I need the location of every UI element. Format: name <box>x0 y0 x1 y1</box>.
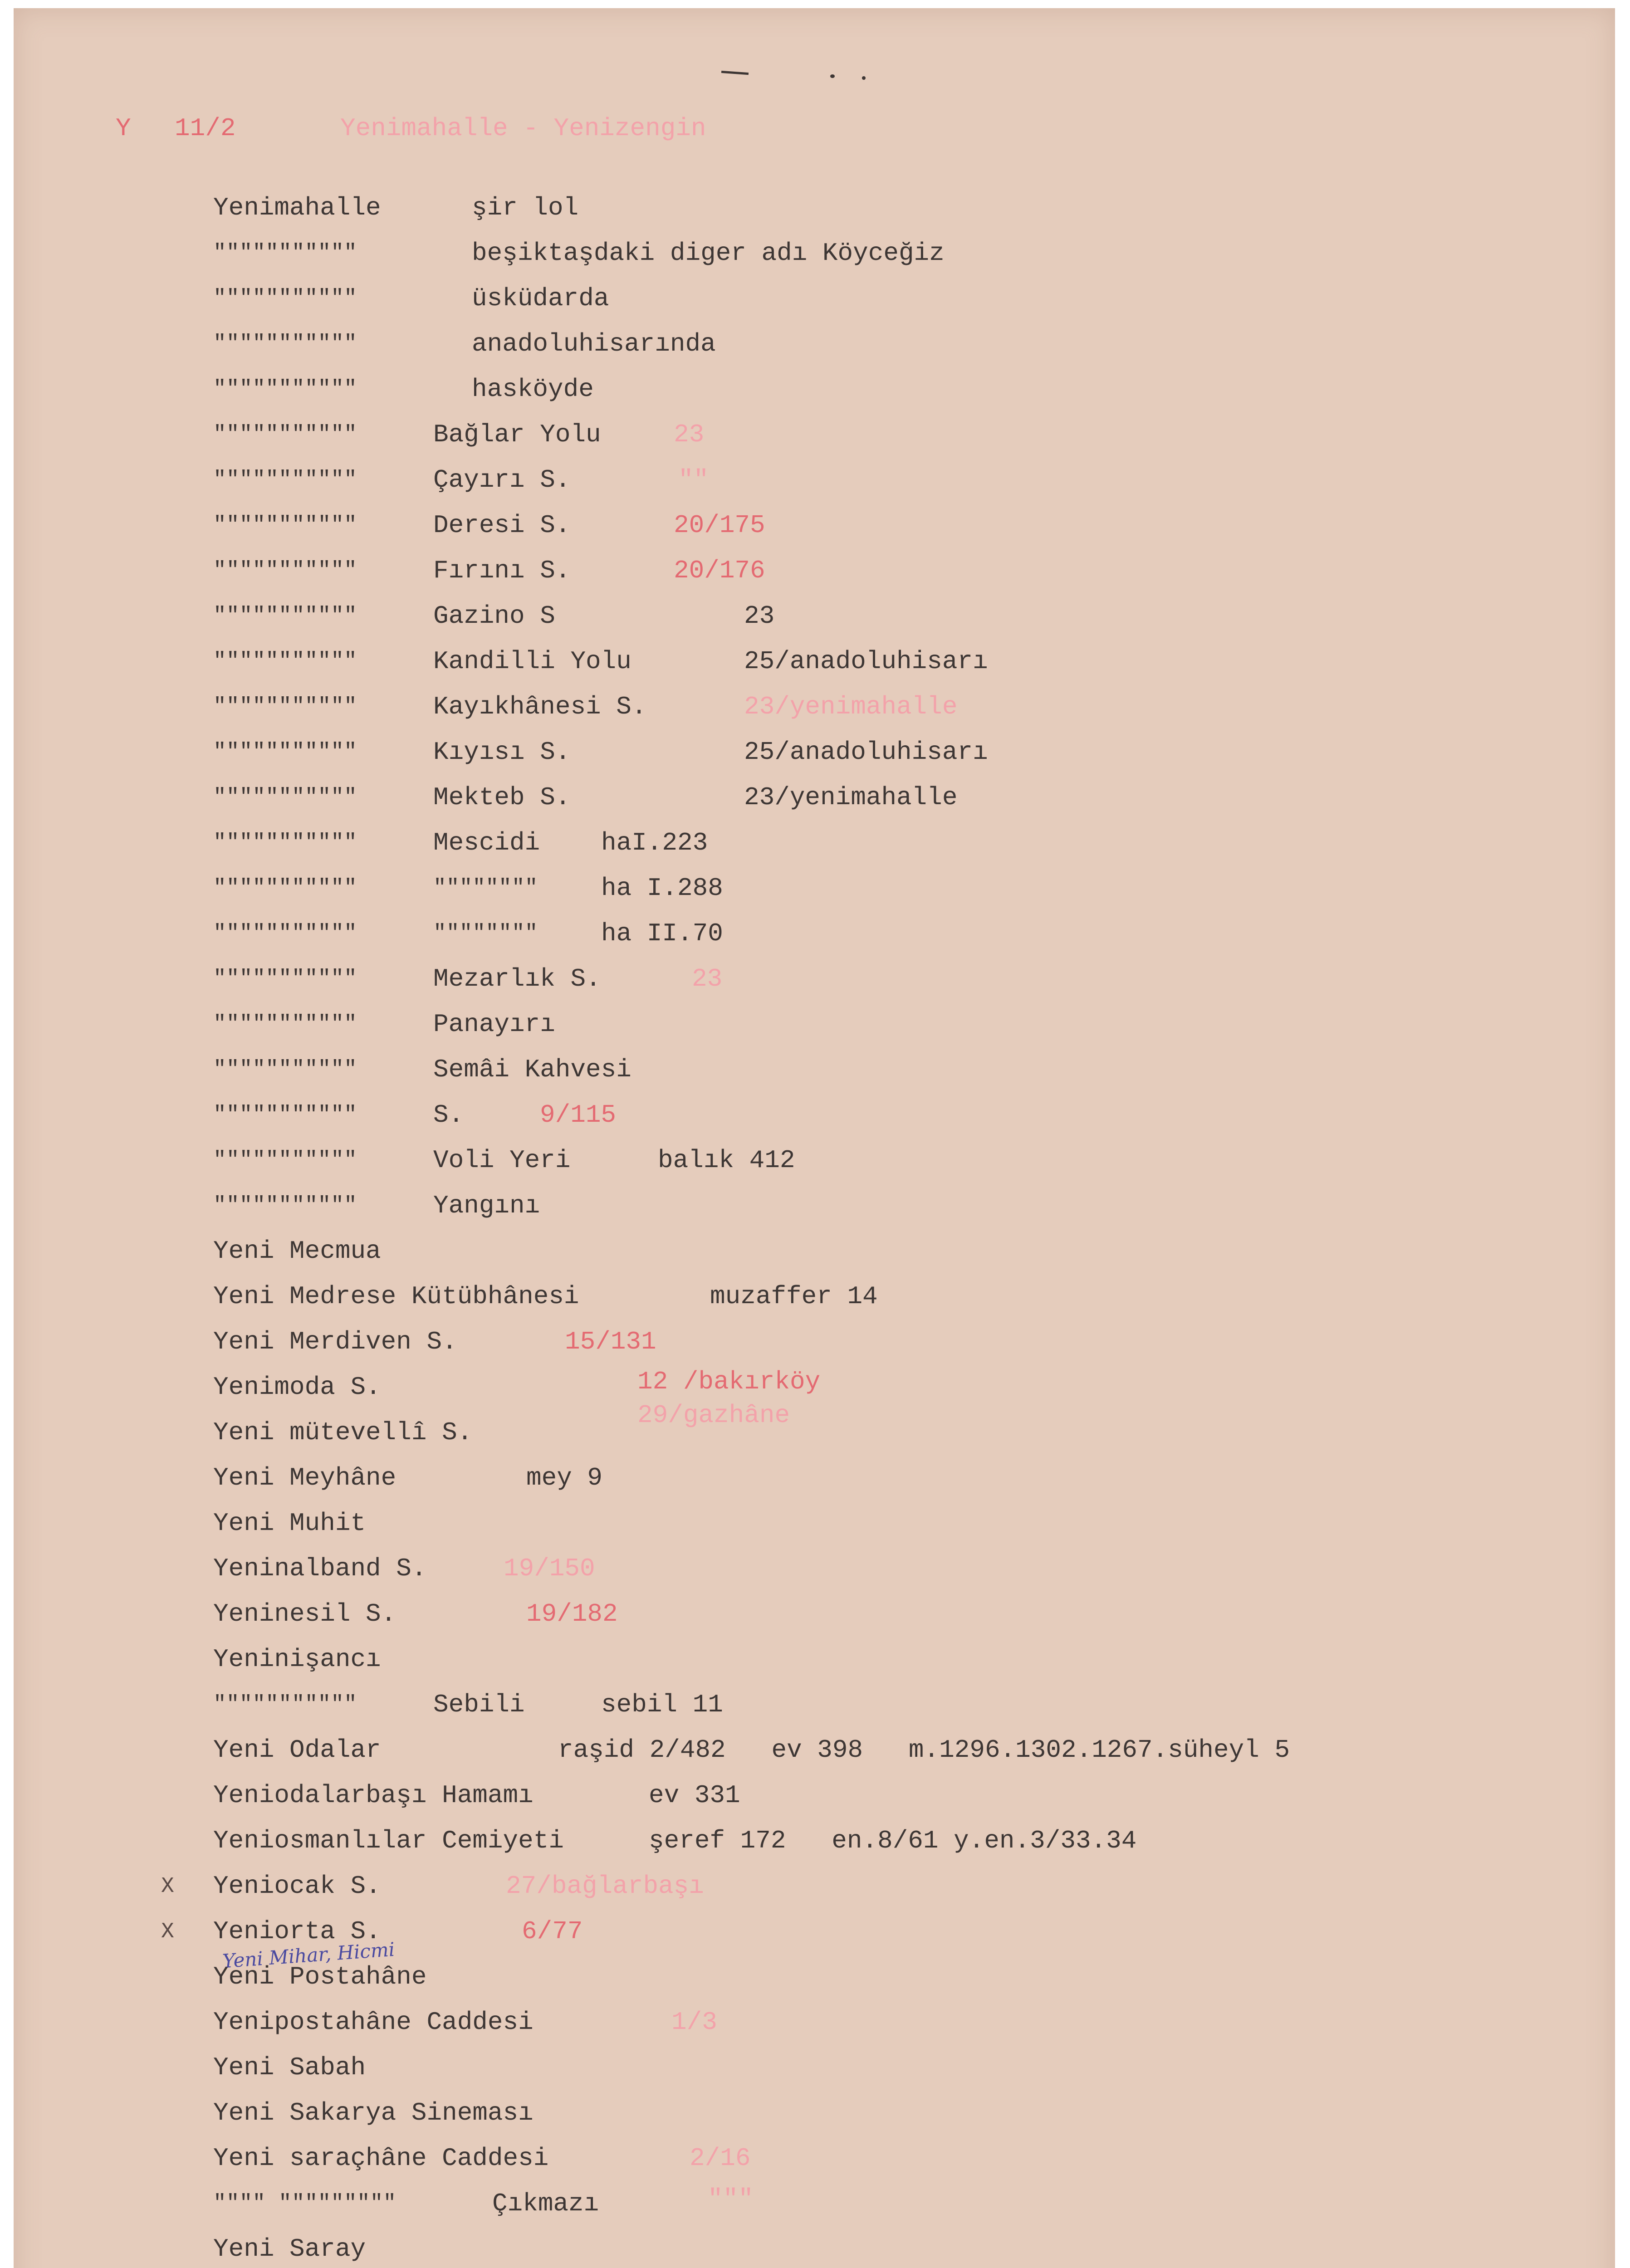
entry-14-ditto: """"""""""" <box>213 831 357 855</box>
entry-17-ref: 23 <box>692 964 723 993</box>
entry-24-name: Yeni Medrese Kütübhânesi <box>213 1282 579 1311</box>
entry-44-ref: """ <box>708 2185 754 2214</box>
entry-34-ref: raşid 2/482 ev 398 m.1296.1302.1267.süheyl 5 <box>558 1735 1290 1765</box>
entry-22-detail: Yangını <box>433 1191 540 1220</box>
entry-6-ditto: """"""""""" <box>213 468 357 492</box>
entry-35-name: Yeniodalarbaşı Hamamı <box>213 1781 534 1810</box>
entry-9-ditto: """"""""""" <box>213 604 357 628</box>
entry-18-ditto: """"""""""" <box>213 1012 357 1036</box>
entry-18-detail: Panayırı <box>433 1010 555 1039</box>
entry-10-ditto: """"""""""" <box>213 649 357 674</box>
entry-35-ref: ev 331 <box>649 1781 740 1810</box>
entry-45-name: Yeni Saray <box>213 2234 366 2263</box>
entry-21-ref: balık 412 <box>658 1146 795 1175</box>
entry-5-ref: 23 <box>674 420 705 449</box>
entry-29-name: Yeni Muhit <box>213 1509 366 1538</box>
entry-0-detail: şir lol <box>472 193 579 222</box>
entry-8-ref: 20/176 <box>674 556 765 585</box>
entry-2-ditto: """"""""""" <box>213 286 357 311</box>
entry-20-ditto: """"""""""" <box>213 1103 357 1127</box>
entry-8-detail: Fırını S. <box>433 556 571 585</box>
entry-38-name: Yeniorta S. <box>213 1917 381 1946</box>
archive-card <box>14 8 1615 2268</box>
entry-34-name: Yeni Odalar <box>213 1735 381 1765</box>
entry-32-name: Yeninişancı <box>213 1645 381 1674</box>
header-title: Yenimahalle - Yenizengin <box>340 114 706 143</box>
entry-11-ditto: """"""""""" <box>213 694 357 719</box>
entry-11-detail: Kayıkhânesi S. <box>433 692 647 721</box>
entry-7-ref: 20/175 <box>674 511 765 540</box>
entry-1-ditto: """"""""""" <box>213 241 357 265</box>
entry-9-detail: Gazino S <box>433 601 555 631</box>
entry-7-detail: Deresi S. <box>433 511 571 540</box>
entry-13-ref: 23/yenimahalle <box>744 783 958 812</box>
entry-8-ditto: """"""""""" <box>213 558 357 583</box>
entry-26-name: Yenimoda S. <box>213 1373 381 1402</box>
entry-44-ditto: """" """"""""" <box>213 2191 396 2216</box>
entry-21-detail: Voli Yeri <box>433 1146 571 1175</box>
entry-37-mark: X <box>161 1874 174 1899</box>
entry-36-ref: şeref 172 en.8/61 y.en.3/33.34 <box>649 1826 1137 1855</box>
entry-27-name: Yeni mütevellî S. <box>213 1418 473 1447</box>
entry-3-ditto: """"""""""" <box>213 332 357 356</box>
entry-38-ref: 6/77 <box>522 1917 583 1946</box>
ink-speck <box>830 74 835 78</box>
entry-41-name: Yeni Sabah <box>213 2053 366 2082</box>
entry-16-ref: ha II.70 <box>601 919 723 948</box>
ink-speck <box>862 76 866 80</box>
entry-3-detail: anadoluhisarında <box>472 329 716 358</box>
entry-1-detail: beşiktaşdaki diger adı Köyceğiz <box>472 239 945 268</box>
entry-36-name: Yeniosmanlılar Cemiyeti <box>213 1826 564 1855</box>
entry-25-ref: 15/131 <box>565 1327 656 1356</box>
entry-4-detail: hasköyde <box>472 375 594 404</box>
entry-31-ref: 19/182 <box>526 1599 618 1628</box>
entry-21-ditto: """"""""""" <box>213 1148 357 1173</box>
handwritten-note: Yeni Mihar, Hicmi <box>221 1938 396 1973</box>
header-number: 11/2 <box>175 114 236 143</box>
entry-10-ref: 25/anadoluhisarı <box>744 647 988 676</box>
entry-17-ditto: """"""""""" <box>213 967 357 991</box>
entry-31-name: Yeninesil S. <box>213 1599 396 1628</box>
entry-12-ref: 25/anadoluhisarı <box>744 738 988 767</box>
entry-40-ref: 1/3 <box>671 2008 717 2037</box>
entry-14-detail: Mescidi <box>433 828 540 857</box>
entry-33-ref: sebil 11 <box>601 1690 723 1719</box>
entry-10-detail: Kandilli Yolu <box>433 647 631 676</box>
entry-12-detail: Kıyısı S. <box>433 738 571 767</box>
entry-23-name: Yeni Mecmua <box>213 1237 381 1266</box>
entry-19-ditto: """"""""""" <box>213 1057 357 1082</box>
entry-2-detail: üsküdarda <box>472 284 609 313</box>
entry-4-ditto: """"""""""" <box>213 377 357 401</box>
entry-40-name: Yenipostahâne Caddesi <box>213 2008 534 2037</box>
entry-12-ditto: """"""""""" <box>213 740 357 764</box>
entry-5-detail: Bağlar Yolu <box>433 420 601 449</box>
entry-28-ref: mey 9 <box>526 1463 603 1492</box>
entry-5-ditto: """"""""""" <box>213 422 357 447</box>
entry-15-ref: ha I.288 <box>601 874 723 903</box>
ink-speck <box>721 71 749 75</box>
entry-26-ref: 12 /bakırköy <box>637 1367 821 1396</box>
entry-30-name: Yeninalband S. <box>213 1554 427 1583</box>
entry-43-ref: 2/16 <box>690 2144 751 2173</box>
entry-13-detail: Mekteb S. <box>433 783 571 812</box>
entry-44-detail: Çıkmazı <box>492 2189 599 2218</box>
entry-42-name: Yeni Sakarya Sineması <box>213 2098 534 2127</box>
entry-14-ref: haI.223 <box>601 828 708 857</box>
entry-38-mark: X <box>161 1920 174 1944</box>
entry-30-ref: 19/150 <box>504 1554 595 1583</box>
entry-16-ditto-2: """""""" <box>433 921 538 946</box>
entry-22-ditto: """"""""""" <box>213 1193 357 1218</box>
entry-7-ditto: """"""""""" <box>213 513 357 538</box>
entry-20-ref: 9/115 <box>540 1100 617 1129</box>
entry-33-ditto: """"""""""" <box>213 1692 357 1717</box>
entry-15-ditto-2: """""""" <box>433 876 538 900</box>
entry-15-ditto: """"""""""" <box>213 876 357 900</box>
header-code: Y <box>116 114 131 143</box>
entry-33-detail: Sebili <box>433 1690 525 1719</box>
entry-20-detail: S. <box>433 1100 464 1129</box>
entry-6-ref: "" <box>678 465 709 494</box>
entry-39-name: Yeni Postahâne <box>213 1962 427 1991</box>
entry-28-name: Yeni Meyhâne <box>213 1463 396 1492</box>
entry-9-ref: 23 <box>744 601 775 631</box>
entry-25-name: Yeni Merdiven S. <box>213 1327 457 1356</box>
entry-0-name: Yenimahalle <box>213 193 381 222</box>
entry-43-name: Yeni saraçhâne Caddesi <box>213 2144 549 2173</box>
entry-37-name: Yeniocak S. <box>213 1872 381 1901</box>
entry-27-ref: 29/gazhâne <box>637 1401 790 1430</box>
entry-16-ditto: """"""""""" <box>213 921 357 946</box>
entry-19-detail: Semâi Kahvesi <box>433 1055 631 1084</box>
entry-24-ref: muzaffer 14 <box>710 1282 878 1311</box>
entry-17-detail: Mezarlık S. <box>433 964 601 993</box>
entry-13-ditto: """"""""""" <box>213 785 357 810</box>
entry-6-detail: Çayırı S. <box>433 465 571 494</box>
entry-11-ref: 23/yenimahalle <box>744 692 958 721</box>
entry-37-ref: 27/bağlarbaşı <box>506 1872 704 1901</box>
